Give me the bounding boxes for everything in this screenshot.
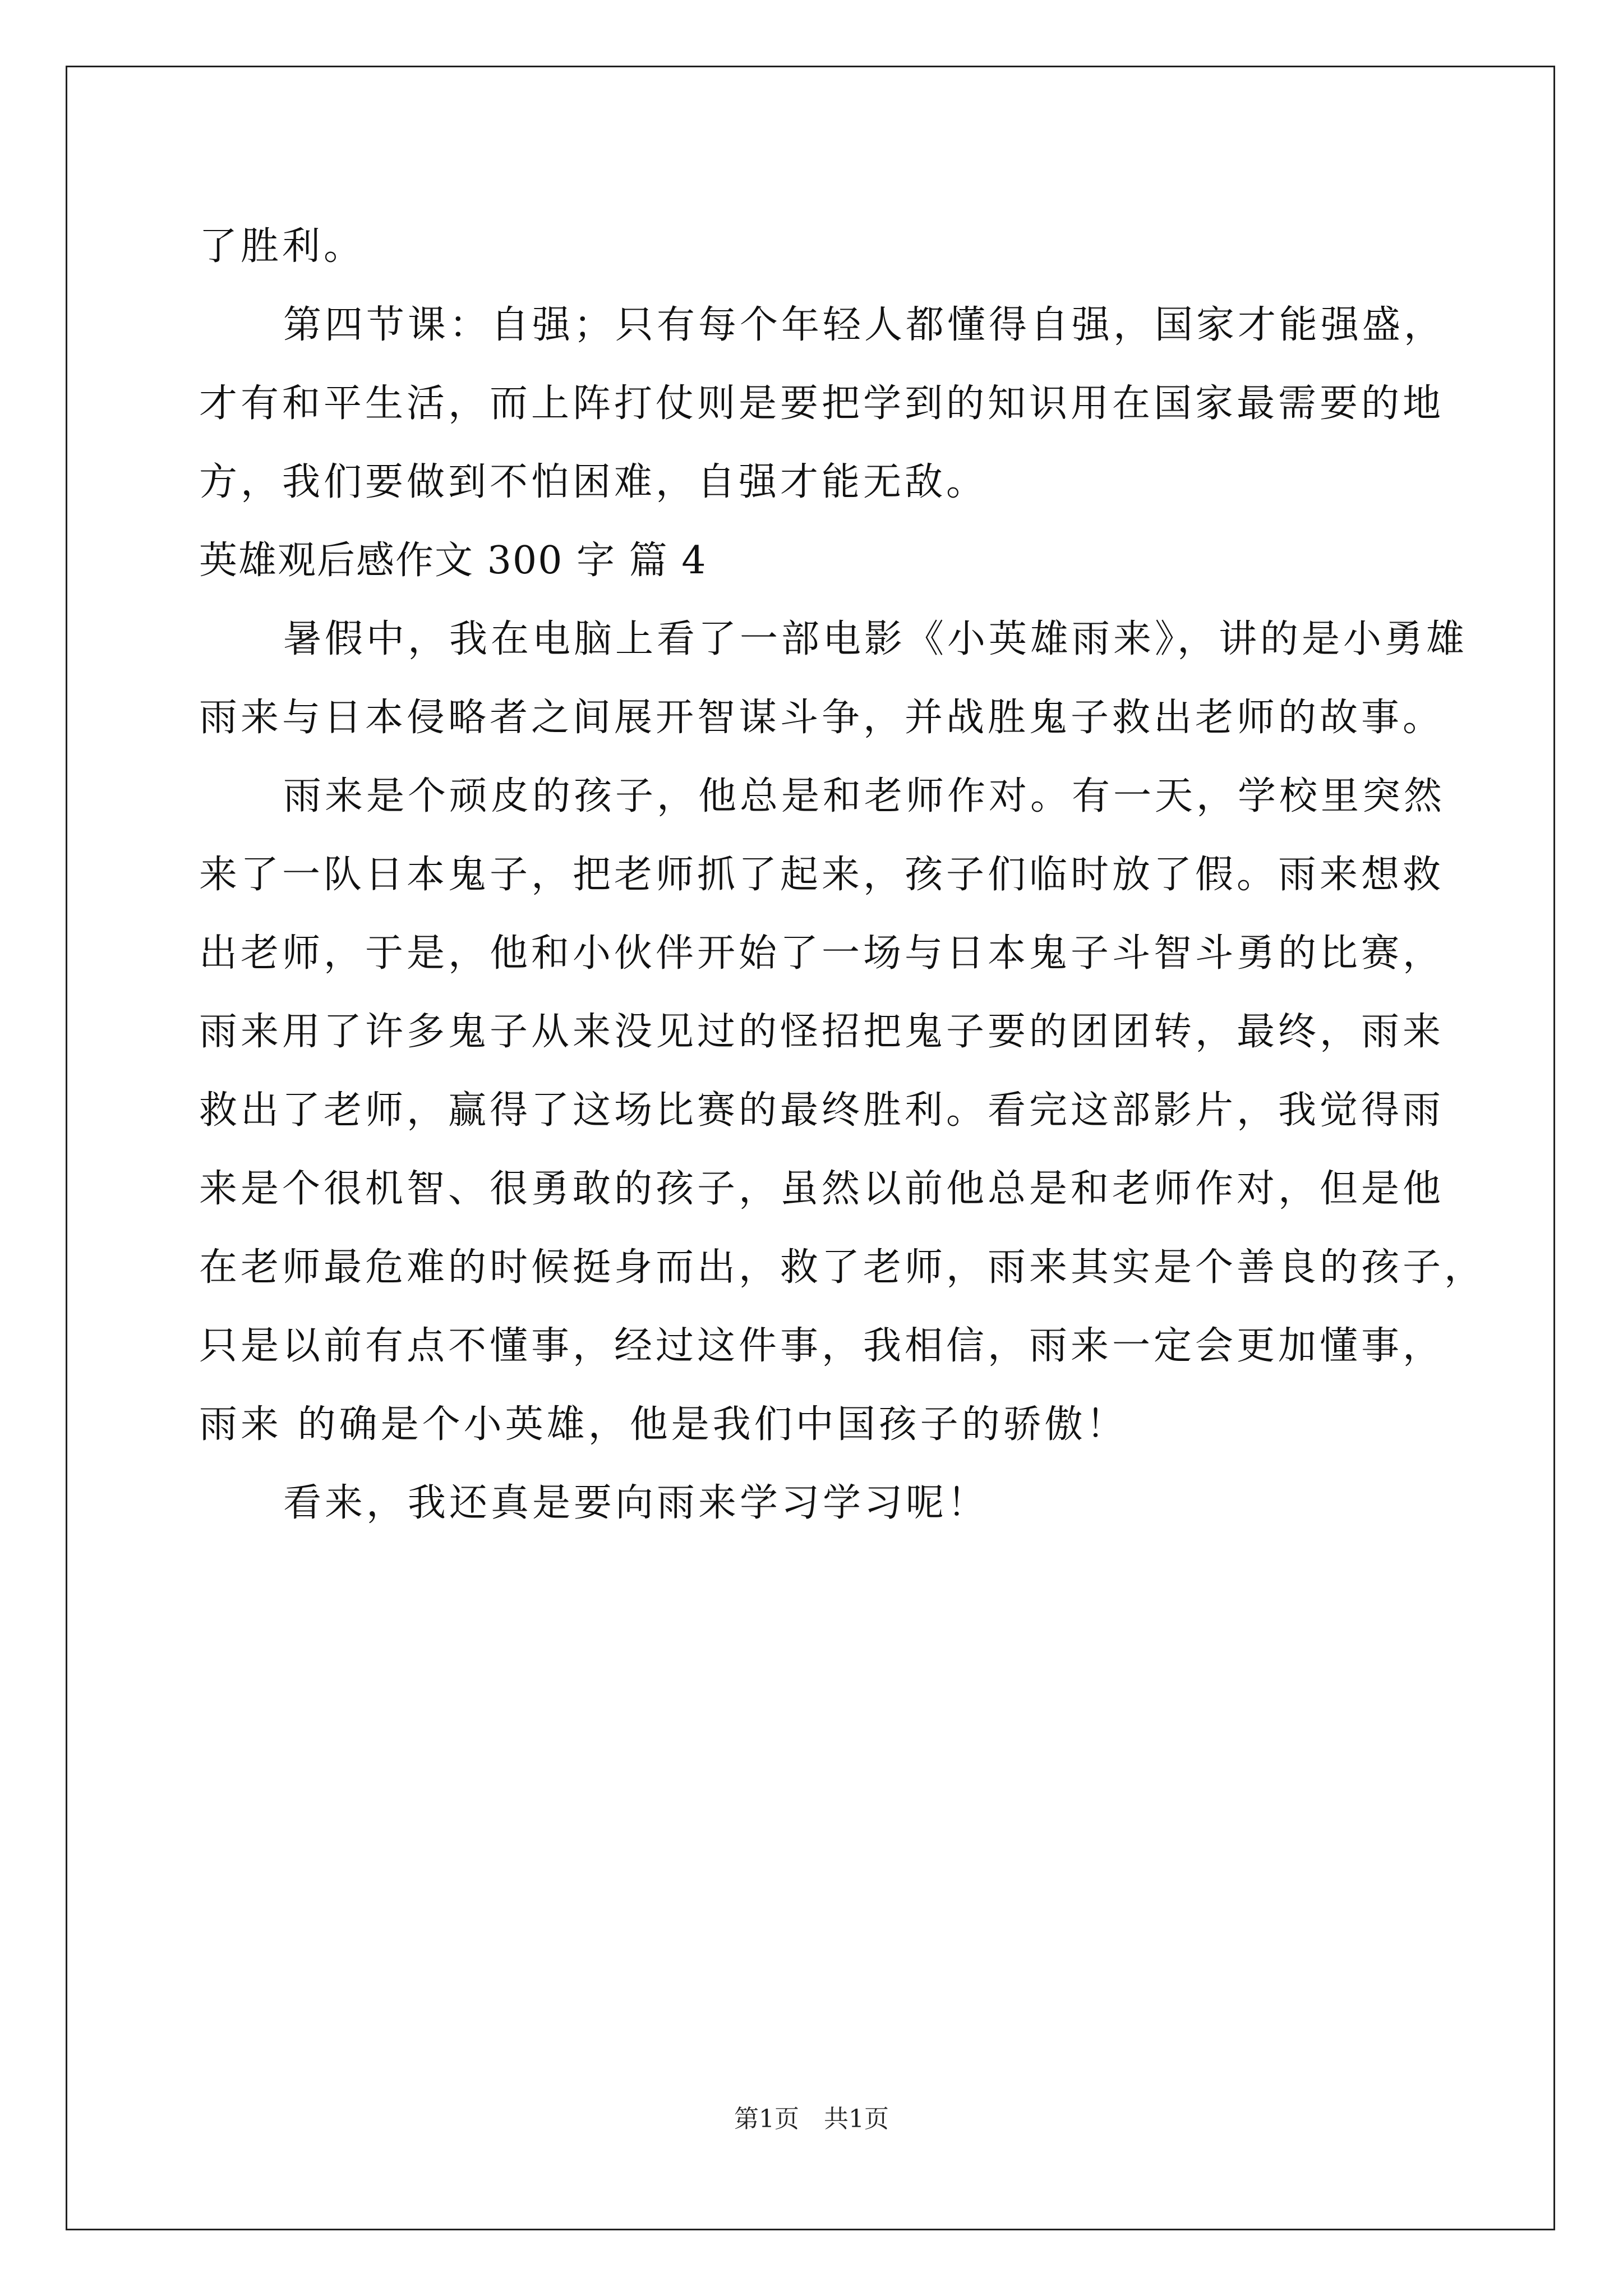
paragraph-line: 出老师，于是，他和小伙伴开始了一场与日本鬼子斗智斗勇的比赛， [199, 931, 1445, 976]
paragraph-line: 了胜利。 [199, 224, 366, 269]
paragraph-line: 雨来用了许多鬼子从来没见过的怪招把鬼子要的团团转，最终，雨来 [199, 1010, 1445, 1054]
paragraph-line: 才有和平生活，而上阵打仗则是要把学到的知识用在国家最需要的地 [199, 381, 1445, 426]
paragraph-line: 雨来是个顽皮的孩子，他总是和老师作对。有一天，学校里突然 [283, 774, 1446, 818]
paragraph-line: 在老师最危难的时候挺身而出，救了老师，雨来其实是个善良的孩子， [199, 1245, 1486, 1290]
section-heading: 英雄观后感作文 300 字 篇 4 [199, 539, 707, 583]
paragraph-line: 第四节课：自强；只有每个年轻人都懂得自强，国家才能强盛， [283, 303, 1446, 347]
paragraph-line: 只是以前有点不懂事，经过这件事，我相信，雨来一定会更加懂事， [199, 1324, 1445, 1368]
paragraph-line: 雨来 的确是个小英雄，他是我们中国孩子的骄傲！ [199, 1402, 1128, 1447]
page-footer: 第1页 共1页 [734, 2105, 889, 2133]
paragraph-line: 看来，我还真是要向雨来学习学习呢！ [283, 1481, 989, 1525]
paragraph-line: 暑假中，我在电脑上看了一部电影《小英雄雨来》，讲的是小勇雄 [283, 617, 1468, 661]
paragraph-line: 来是个很机智、很勇敢的孩子，虽然以前他总是和老师作对，但是他 [199, 1167, 1445, 1211]
paragraph-line: 雨来与日本侵略者之间展开智谋斗争，并战胜鬼子救出老师的故事。 [199, 696, 1445, 740]
paragraph-line: 方，我们要做到不怕困难，自强才能无敌。 [199, 460, 988, 504]
paragraph-line: 救出了老师，赢得了这场比赛的最终胜利。看完这部影片，我觉得雨 [199, 1088, 1445, 1133]
paragraph-line: 来了一队日本鬼子，把老师抓了起来，孩子们临时放了假。雨来想救 [199, 853, 1445, 897]
